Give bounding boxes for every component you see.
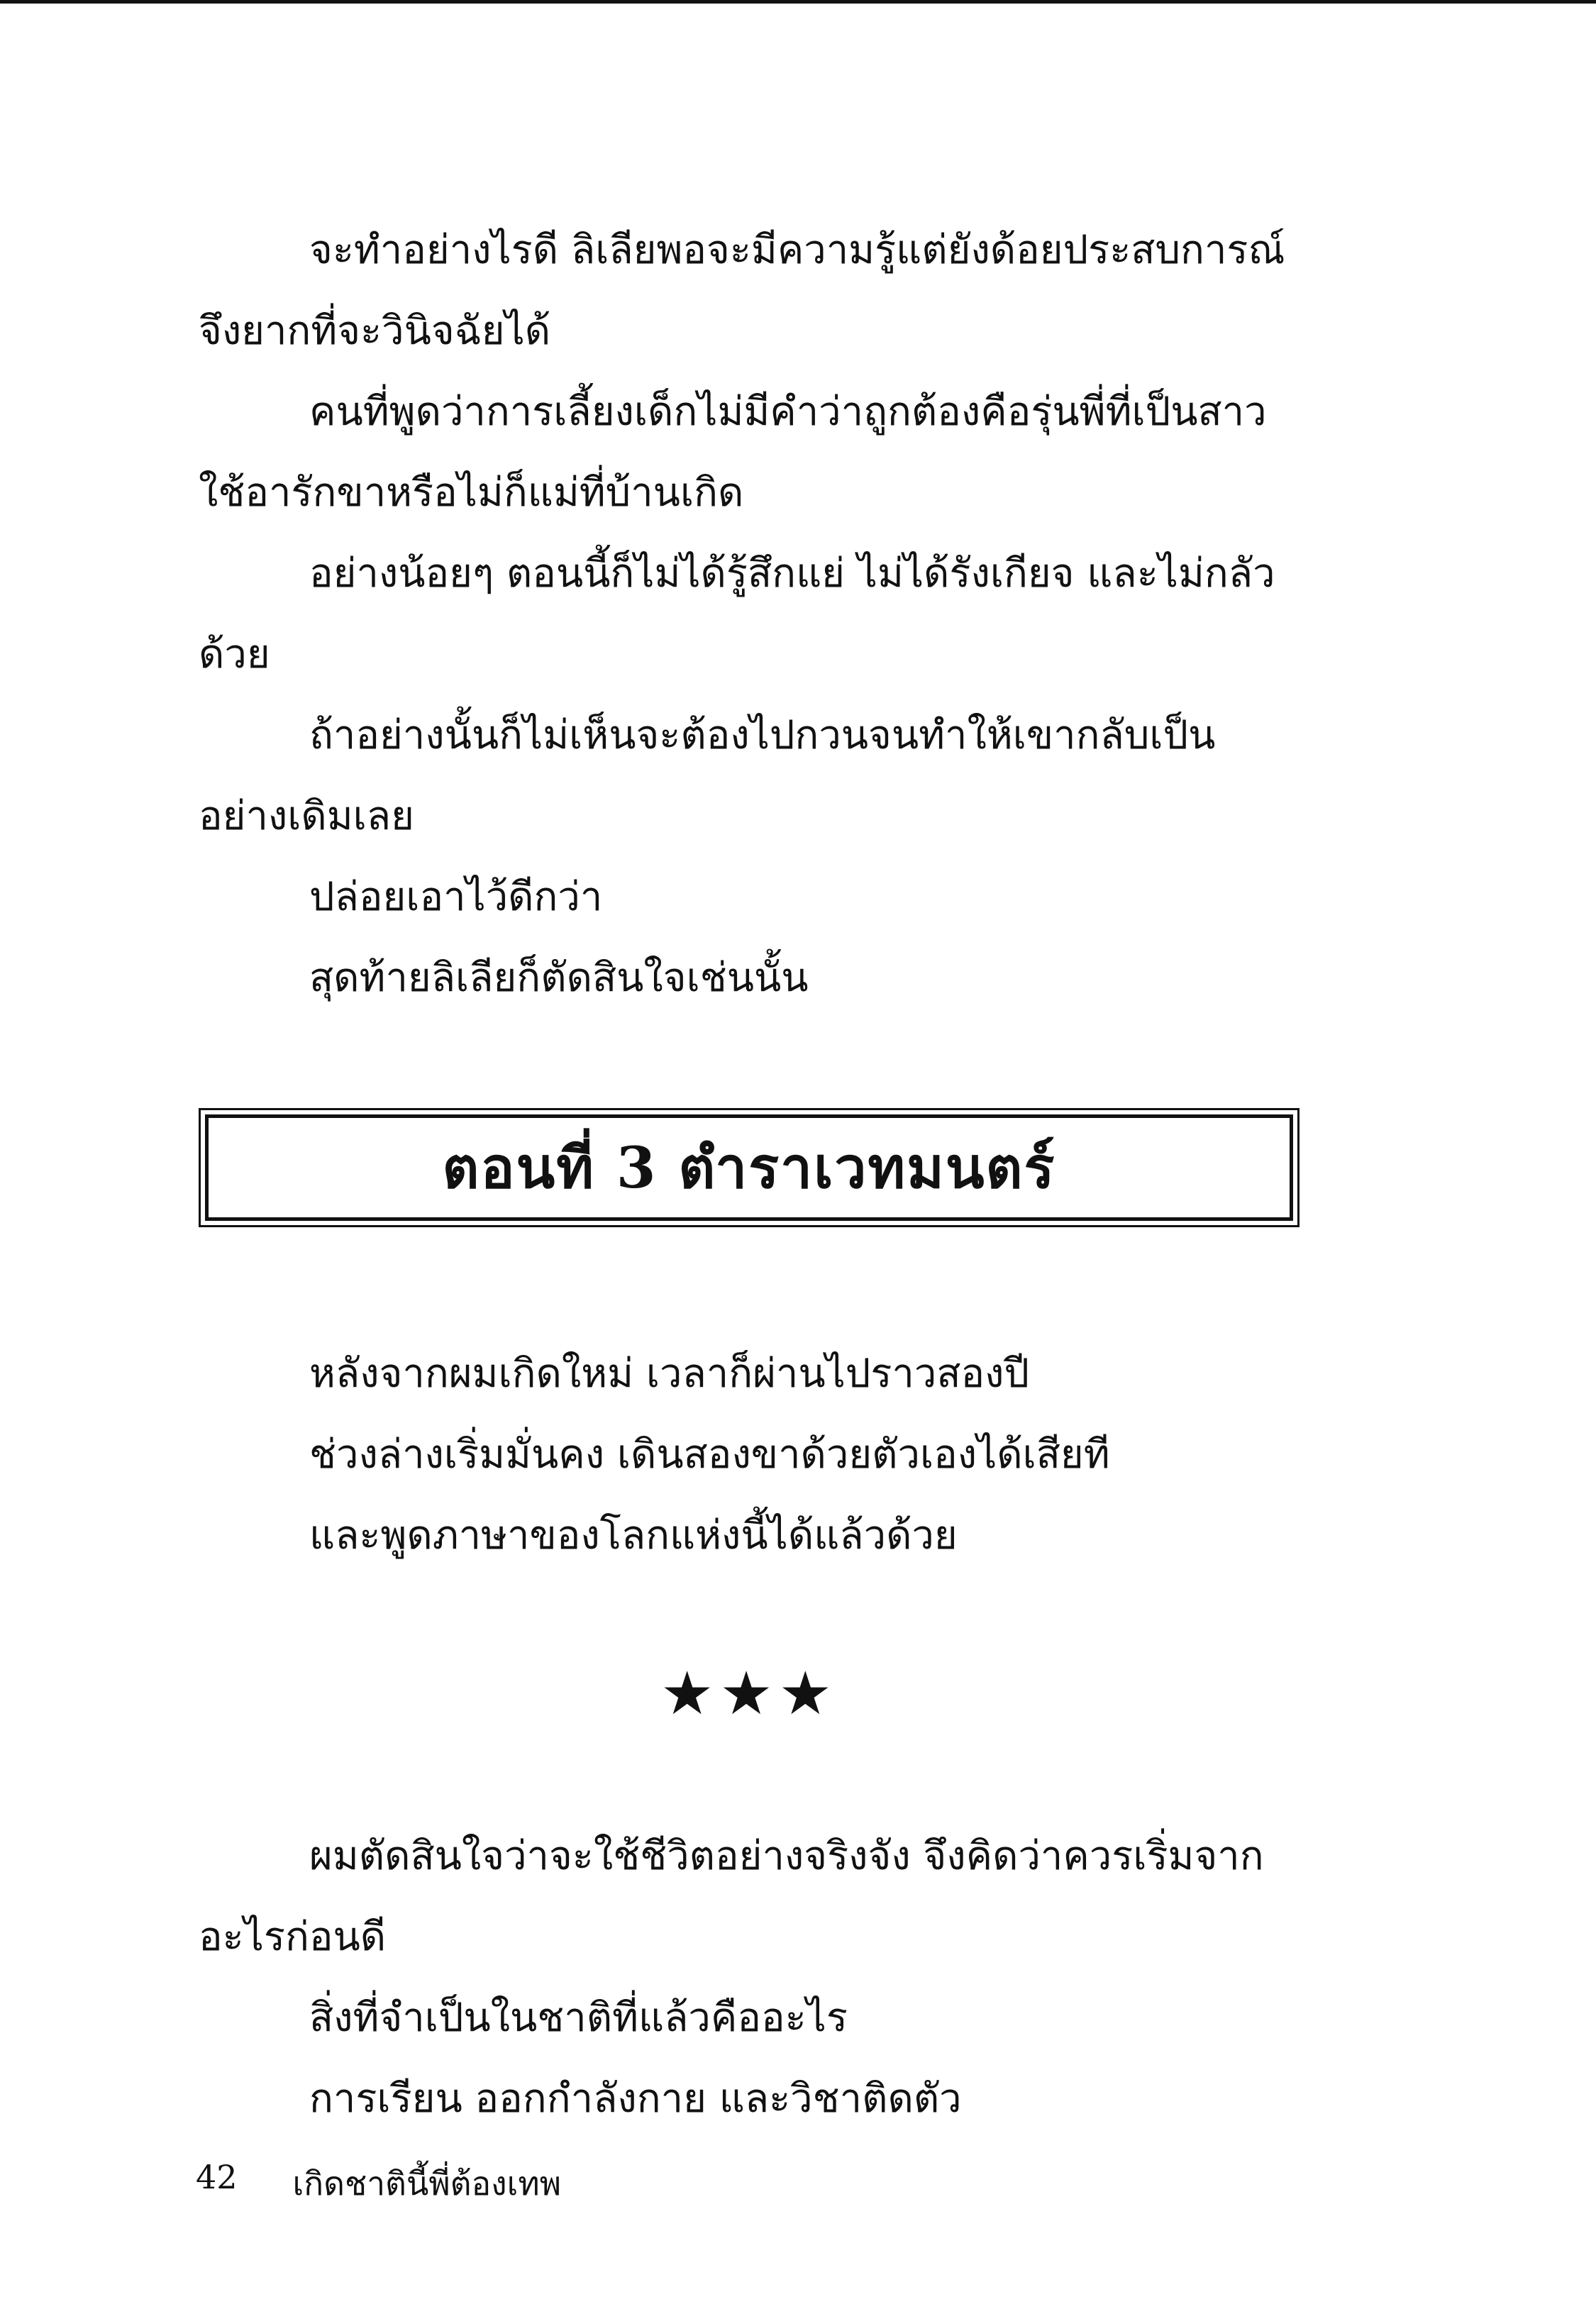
top-border-rule xyxy=(0,0,1596,4)
paragraph: คนที่พูดว่าการเลี้ยงเด็กไม่มีคำว่าถูกต้องคือรุ่นพี่ที่เป็นสาวใช้อารักขาหรือไม่ก็แม่ที่บ้านเกิด xyxy=(199,389,1267,516)
paragraph: ช่วงล่างเริ่มมั่นคง เดินสองขาด้วยตัวเองได้เสียที xyxy=(309,1432,1110,1478)
paragraph: ผมตัดสินใจว่าจะใช้ชีวิตอย่างจริงจัง จึงคิดว่าควรเริ่มจากอะไรก่อนดี xyxy=(199,1833,1264,1960)
paragraph: สุดท้ายลิเลียก็ตัดสินใจเช่นนั้น xyxy=(309,955,809,1001)
text-block-bottom xyxy=(199,1816,1299,2139)
page-number: 42 xyxy=(196,2158,238,2196)
paragraph: ปล่อยเอาไว้ดีกว่า xyxy=(309,874,603,920)
paragraph: จะทำอย่างไรดี ลิเลียพอจะมีความรู้แต่ยังด้อยประสบการณ์ จึงยากที่จะวินิจฉัยได้ xyxy=(199,227,1285,354)
text-block-middle xyxy=(199,1334,1299,1576)
paragraph: ถ้าอย่างนั้นก็ไม่เห็นจะต้องไปกวนจนทำให้เขากลับเป็นอย่างเดิมเลย xyxy=(199,712,1216,839)
chapter-title: ตอนที่ 3 ตำราเวทมนตร์ xyxy=(442,1134,1056,1201)
chapter-heading-inner-frame xyxy=(205,1114,1293,1221)
paragraph: และพูดภาษาของโลกแห่งนี้ได้แล้วด้วย xyxy=(309,1512,958,1559)
page-footer xyxy=(196,2158,561,2210)
paragraph: สิ่งที่จำเป็นในชาติที่แล้วคืออะไร xyxy=(309,1995,848,2041)
paragraph: หลังจากผมเกิดใหม่ เวลาก็ผ่านไปราวสองปี xyxy=(309,1351,1030,1397)
section-separator-stars: ★★★ xyxy=(660,1659,838,1728)
paragraph: อย่างน้อยๆ ตอนนี้ก็ไม่ได้รู้สึกแย่ ไม่ได้รังเกียจ และไม่กลัวด้วย xyxy=(199,550,1275,677)
chapter-heading-box xyxy=(199,1108,1299,1227)
running-book-title: เกิดชาตินี้พี่ต้องเทพ xyxy=(292,2164,562,2203)
paragraph: การเรียน ออกกำลังกาย และวิชาติดตัว xyxy=(309,2076,962,2122)
text-block-top xyxy=(199,210,1299,1019)
